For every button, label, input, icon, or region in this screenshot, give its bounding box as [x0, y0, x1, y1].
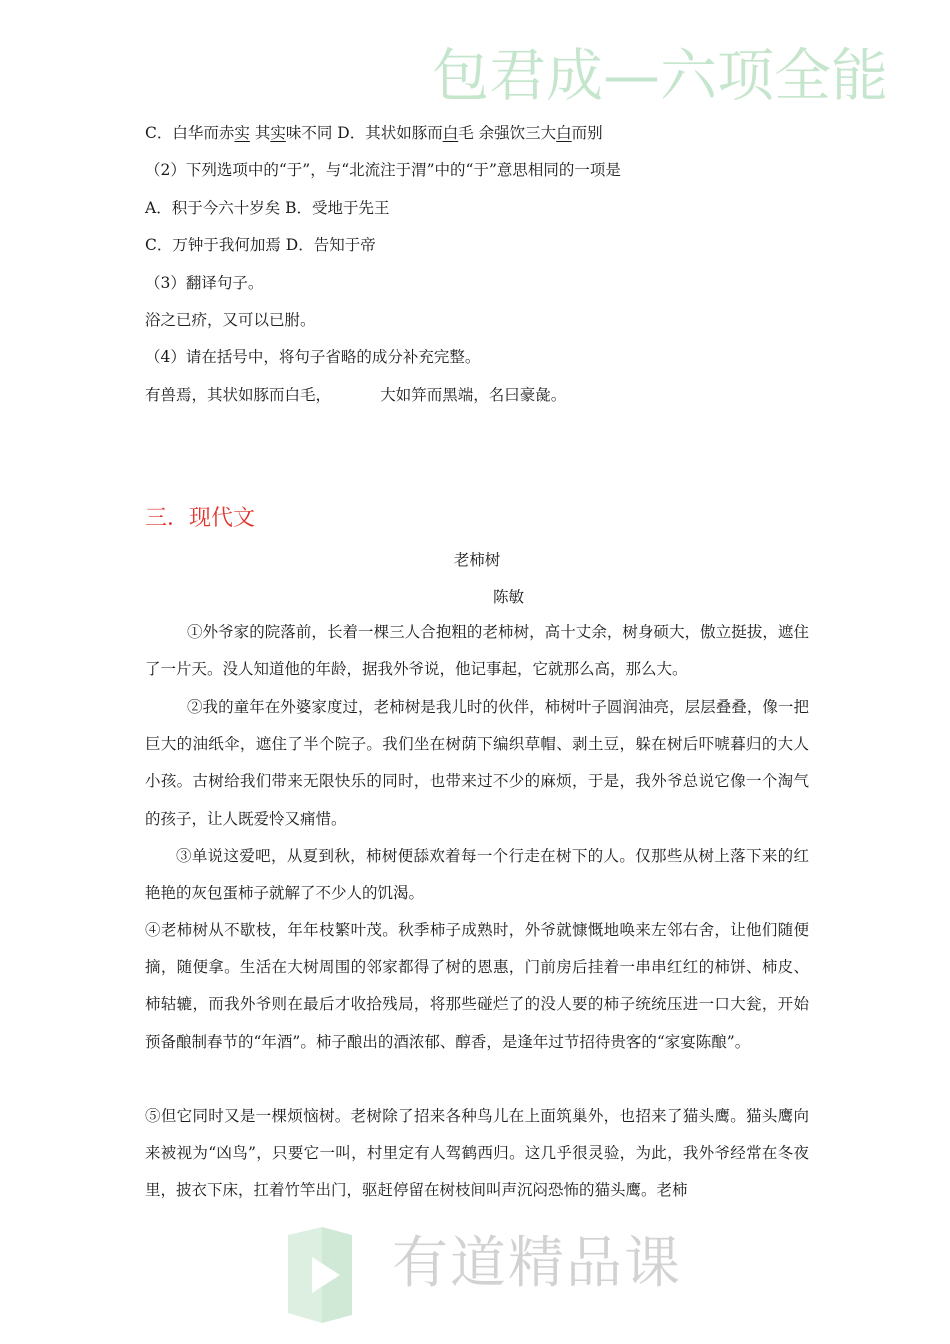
article-paragraph-4: ④老柿树从不歇枝，年年枝繁叶茂。秋季柿子成熟时，外爷就慷慨地唤来左邻右舍，让他们随便摘，随便拿。生活在大树周围的邻家都得了树的恩惠，门前房后挂着一串串红红的柿饼、柿皮、柿轱辘，而我外爷则在最后才收拾残局，将那些碰烂了的没人要的柿子统统压进一口大瓮，开始预备酿制春节的“年酒”。柿子酿出的酒浓郁、醇香，是逢年过节招待贵客的“家宴陈酿”。: [145, 921, 809, 1051]
question-4-stem: （4）请在括号中，将句子省略的成分补充完整。: [145, 348, 481, 366]
question-2-options-ab: A．积于今六十岁矣 B．受地于先王: [145, 199, 390, 217]
article-title: 老柿树: [453, 551, 501, 569]
question-3-sentence: 浴之已疥，又可以已胕。: [145, 311, 316, 329]
option-c-text: C．白华而赤: [145, 124, 235, 142]
article-paragraph-2: ②我的童年在外婆家度过，老柿树是我儿时的伙伴，柿树叶子圆润油亮，层层叠叠，像一把巨大的油纸伞，遮住了半个院子。我们坐在树荫下编织草帽、剥土豆，躲在树后吓唬暮归的大人小孩。古树给我们带来无限快乐的同时，也带来过不少的麻烦，于是，我外爷总说它像一个淘气的孩子，让人既爱怜又痛惜。: [145, 698, 809, 828]
article-paragraph-3: ③单说这爱吧，从夏到秋，柿树便舔欢着每一个行走在树下的人。仅那些从树上落下来的红艳艳的灰包蛋柿子就解了不少人的饥渴。: [145, 847, 809, 903]
question-2-stem: （2）下列选项中的“于”，与“北流注于渭”中的“于”意思相同的一项是: [145, 161, 621, 179]
option-c-text: 其: [249, 124, 271, 142]
watermark-top-text: 包君成—六项全能: [432, 43, 888, 109]
article-paragraph-5: ⑤但它同时又是一棵烦恼树。老树除了招来各种鸟儿在上面筑巢外，也招来了猫头鹰。猫头鹰向来被视为“凶鸟”，只要它一叫，村里定有人驾鹤西归。这几乎很灵验，为此，我外爷经常在冬夜里，披衣下床，扛着竹竿出门，驱赶停留在树枝间叫声沉闷恐怖的猫头鹰。老柿: [145, 1107, 809, 1200]
youdao-logo-icon: [282, 1225, 382, 1325]
section-heading: 三．现代文: [145, 506, 256, 531]
article-paragraph-1: ①外爷家的院落前，长着一棵三人合抱粗的老柿树，高十丈余，树身硕大，傲立挺拔，遮住了一片天。没人知道他的年龄，据我外爷说，他记事起，它就那么高，那么大。: [145, 623, 809, 679]
watermark-bottom-text: 有道精品课: [392, 1231, 682, 1296]
question-2-options-cd: C．万钟于我何加焉 D．告知于帝: [145, 236, 376, 254]
option-d-text: 毛 余强饮三大: [458, 124, 557, 142]
article-author: 陈敏: [492, 588, 524, 606]
underlined-char: 白: [442, 124, 459, 142]
question-1-option-cd: [145, 124, 603, 143]
underlined-char: 实: [234, 124, 250, 142]
option-d-text: 而别: [571, 124, 603, 142]
underlined-char: 白: [556, 124, 572, 142]
underlined-char: 实: [270, 124, 286, 142]
option-d-text: 味不同 D．其状如豚而: [285, 124, 443, 142]
question-4-sentence: 有兽焉，其状如豚而白毛， 大如笄而黑端，名曰豪彘。: [145, 386, 567, 404]
question-3-stem: （3）翻译句子。: [145, 274, 264, 292]
